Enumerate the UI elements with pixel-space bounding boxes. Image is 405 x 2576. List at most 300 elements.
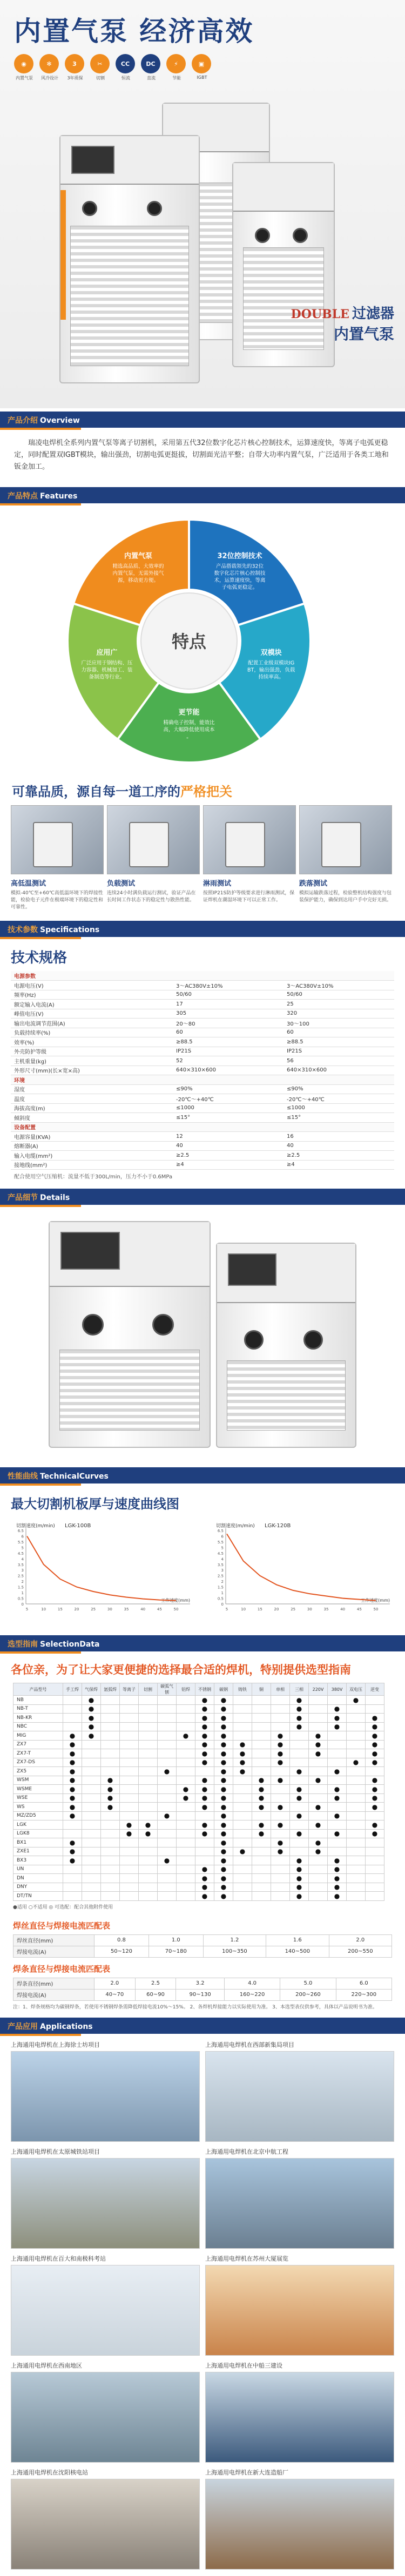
selection-row xyxy=(14,1820,384,1830)
selection-empty xyxy=(82,1785,101,1794)
selection-empty xyxy=(101,1829,120,1838)
feature-icon-label: 内置气泵 xyxy=(16,76,33,80)
spec-row xyxy=(11,981,394,990)
selection-empty xyxy=(158,1749,177,1758)
match-value: 5.0 xyxy=(280,1978,336,1989)
feature-icon-item xyxy=(166,54,187,81)
selection-dot: ● xyxy=(290,1793,309,1803)
selection-dot: ● xyxy=(290,1704,309,1714)
selection-dot: ● xyxy=(63,1847,82,1856)
selection-model: MIG xyxy=(14,1731,63,1741)
selection-header-cell: 不锈钢 xyxy=(195,1683,214,1696)
selection-empty xyxy=(328,1731,347,1741)
selection-empty xyxy=(101,1749,120,1758)
spec-label: 环境 xyxy=(11,1075,173,1085)
selection-empty xyxy=(139,1811,158,1820)
spec-row xyxy=(11,1160,394,1170)
selection-dot: ● xyxy=(290,1714,309,1723)
selection-model: LGK xyxy=(14,1820,63,1830)
selection-row xyxy=(14,1865,384,1874)
selection-empty xyxy=(233,1829,252,1838)
selection-empty xyxy=(328,1776,347,1785)
curve-y-tick: 5.5 xyxy=(217,1540,224,1545)
spec-value-1: IP21S xyxy=(173,1047,284,1056)
selection-dot: ● xyxy=(195,1874,214,1883)
selection-empty xyxy=(290,1776,309,1785)
selection-header-cell: 铝焊 xyxy=(177,1683,195,1696)
selection-empty xyxy=(158,1874,177,1883)
section-overview-cn: 产品介绍 xyxy=(8,416,38,425)
spec-value-2: 60 xyxy=(284,1028,394,1037)
selection-dot: ● xyxy=(139,1829,158,1838)
selection-empty xyxy=(101,1811,120,1820)
selection-empty xyxy=(177,1776,195,1785)
selection-row xyxy=(14,1811,384,1820)
selection-empty xyxy=(139,1740,158,1749)
selection-empty xyxy=(271,1811,290,1820)
selection-empty xyxy=(101,1838,120,1847)
match-value: 90~130 xyxy=(176,1989,225,2000)
selection-empty xyxy=(271,1785,290,1794)
selection-dot: ● xyxy=(328,1722,347,1731)
section-features-header xyxy=(0,487,405,503)
selection-empty xyxy=(271,1883,290,1892)
selection-dot: ● xyxy=(63,1838,82,1847)
selection-header-cell: 铜 xyxy=(252,1683,271,1696)
selection-empty xyxy=(290,1731,309,1741)
selection-empty xyxy=(158,1704,177,1714)
curve-x-tick: 15 xyxy=(257,1607,262,1611)
selection-empty xyxy=(177,1856,195,1865)
selection-empty xyxy=(82,1820,101,1830)
curve-y-tick: 5 xyxy=(21,1546,24,1550)
selection-dot: ● xyxy=(177,1731,195,1741)
spec-row xyxy=(11,1084,394,1094)
hero-banner xyxy=(0,0,405,408)
selection-empty xyxy=(101,1847,120,1856)
selection-dot: ● xyxy=(366,1776,384,1785)
selection-dot: ● xyxy=(214,1722,233,1731)
application-caption: 上海通用电焊机在西南地区 xyxy=(11,2362,82,2369)
selection-dot: ● xyxy=(290,1722,309,1731)
selection-row xyxy=(14,1838,384,1847)
selection-empty xyxy=(347,1838,366,1847)
spec-label: 输出电流调节范围(A) xyxy=(11,1019,173,1028)
selection-empty xyxy=(347,1704,366,1714)
selection-empty xyxy=(158,1803,177,1812)
selection-empty xyxy=(120,1874,139,1883)
selection-table xyxy=(13,1683,384,1901)
selection-empty xyxy=(328,1740,347,1749)
quality-test-photo xyxy=(107,805,200,874)
selection-dot: ● xyxy=(271,1803,290,1812)
curve-y-tick: 6 xyxy=(221,1534,224,1539)
selection-header-cell: 逆变 xyxy=(366,1683,384,1696)
selection-dot: ● xyxy=(366,1820,384,1830)
spec-value-1: 40 xyxy=(173,1141,284,1151)
selection-dot: ● xyxy=(82,1704,101,1714)
selection-row xyxy=(14,1767,384,1776)
selection-empty xyxy=(139,1856,158,1865)
selection-empty xyxy=(233,1838,252,1847)
application-caption: 上海通用电焊机在苏州大厦展览 xyxy=(205,2255,288,2262)
selection-dot: ● xyxy=(366,1785,384,1794)
selection-dot: ● xyxy=(195,1785,214,1794)
selection-empty xyxy=(366,1874,384,1883)
match-label: 焊条直径(mm) xyxy=(14,1978,94,1989)
selection-empty xyxy=(309,1793,328,1803)
spec-row xyxy=(11,1122,394,1132)
selection-empty xyxy=(347,1722,366,1731)
selection-dot: ● xyxy=(214,1820,233,1830)
selection-empty xyxy=(101,1883,120,1892)
selection-dot: ● xyxy=(63,1740,82,1749)
selection-empty xyxy=(63,1829,82,1838)
hero-title: 内置气泵 经济高效 xyxy=(14,16,254,47)
pump-icon: ◉ xyxy=(14,54,33,73)
energy-icon: ⚡ xyxy=(166,54,186,73)
selection-empty xyxy=(177,1892,195,1901)
selection-dot: ● xyxy=(347,1758,366,1767)
feature-desc-line: 产品搭载领先的32位 xyxy=(215,563,264,570)
match-value: 200~550 xyxy=(329,1946,392,1957)
selection-model: WSE xyxy=(14,1793,63,1803)
selection-empty xyxy=(177,1874,195,1883)
selection-empty xyxy=(271,1793,290,1803)
selection-empty xyxy=(271,1892,290,1901)
curve-x-tick: 45 xyxy=(356,1607,362,1611)
application-item xyxy=(205,2147,394,2249)
spec-value-2: 56 xyxy=(284,1056,394,1066)
selection-dot: ● xyxy=(328,1811,347,1820)
feature-desc-line: 。 xyxy=(186,734,192,740)
selection-empty xyxy=(366,1865,384,1874)
selection-empty xyxy=(233,1722,252,1731)
match-row-diameter xyxy=(14,1934,392,1946)
selection-empty xyxy=(233,1785,252,1794)
selection-empty xyxy=(158,1820,177,1830)
match-label: 焊接电流(A) xyxy=(14,1989,94,2000)
selection-empty xyxy=(252,1847,271,1856)
curve-y-tick: 1.5 xyxy=(17,1585,24,1590)
selection-empty xyxy=(233,1696,252,1705)
selection-dot: ● xyxy=(328,1892,347,1901)
spec-value-2 xyxy=(284,971,394,981)
feature-icon-label: 节能 xyxy=(172,76,181,80)
curve-x-label: 工作速度(mm) xyxy=(161,1598,190,1603)
selection-dot: ● xyxy=(271,1820,290,1830)
feature-desc-line: 力容器、机械加工、装 xyxy=(81,667,133,673)
spec-value-2: -20℃～+40℃ xyxy=(284,1094,394,1104)
spec-value-1: 3～AC380V±10% xyxy=(173,981,284,990)
curves-title: 最大切割机板厚与速度曲线图 xyxy=(11,1496,179,1512)
selection-empty xyxy=(120,1714,139,1723)
spec-label: 电源电压(V) xyxy=(11,981,173,990)
selection-dot: ● xyxy=(195,1803,214,1812)
selection-header-cell: 铸铁 xyxy=(233,1683,252,1696)
feature-title: 内置气泵 xyxy=(124,552,152,561)
selection-empty xyxy=(101,1874,120,1883)
selection-empty xyxy=(82,1847,101,1856)
selection-empty xyxy=(347,1874,366,1883)
section-selection-cn: 选型指南 xyxy=(8,1640,38,1649)
spec-value-2: 25 xyxy=(284,1000,394,1009)
match-value: 50~120 xyxy=(94,1946,149,1957)
application-caption: 上海通用电焊机在沈阳核电站 xyxy=(11,2469,88,2476)
selection-empty xyxy=(177,1749,195,1758)
match-value: 1.2 xyxy=(203,1934,266,1946)
rod-current-table xyxy=(13,1978,392,2001)
spec-row xyxy=(11,1103,394,1113)
selection-empty xyxy=(328,1758,347,1767)
spec-label: 主机重量(kg) xyxy=(11,1056,173,1066)
selection-dot: ● xyxy=(158,1811,177,1820)
section-curves-cn: 性能曲线 xyxy=(8,1472,38,1481)
curve-y-tick: 2.5 xyxy=(17,1574,24,1579)
selection-dot: ● xyxy=(290,1883,309,1892)
cc-icon: CC xyxy=(116,54,135,73)
selection-empty xyxy=(347,1714,366,1723)
spec-label: 熔断器(A) xyxy=(11,1141,173,1151)
selection-empty xyxy=(271,1874,290,1883)
curve-y-tick: 0.5 xyxy=(17,1596,24,1601)
curve-y-tick: 6.5 xyxy=(217,1529,224,1533)
selection-dot: ● xyxy=(214,1838,233,1847)
spec-value-1: ≤15° xyxy=(173,1113,284,1123)
application-caption: 上海通用电焊机在上海徐士坊项目 xyxy=(11,2041,100,2048)
match-label: 焊接电流(A) xyxy=(14,1946,94,1957)
curve-x-tick: 20 xyxy=(274,1607,279,1611)
spec-value-2: 320 xyxy=(284,1009,394,1019)
selection-empty xyxy=(120,1731,139,1741)
application-photo xyxy=(205,2372,394,2463)
section-details-header xyxy=(0,1189,405,1205)
selection-empty xyxy=(177,1758,195,1767)
selection-empty xyxy=(347,1883,366,1892)
selection-empty xyxy=(233,1714,252,1723)
selection-dot: ● xyxy=(195,1829,214,1838)
selection-empty xyxy=(195,1811,214,1820)
selection-empty xyxy=(347,1820,366,1830)
selection-row xyxy=(14,1874,384,1883)
selection-dot: ● xyxy=(290,1785,309,1794)
application-caption: 上海通用电焊机在新大连造船厂 xyxy=(205,2469,288,2476)
selection-empty xyxy=(101,1767,120,1776)
selection-empty xyxy=(139,1767,158,1776)
spec-label: 额定输入电流(A) xyxy=(11,1000,173,1009)
selection-empty xyxy=(177,1865,195,1874)
selection-empty xyxy=(120,1740,139,1749)
selection-dot: ● xyxy=(252,1803,271,1812)
features-wheel-svg xyxy=(62,514,316,768)
application-item xyxy=(11,2468,200,2570)
spec-value-1 xyxy=(173,971,284,981)
selection-dot: ● xyxy=(82,1722,101,1731)
selection-empty xyxy=(366,1704,384,1714)
selection-dot: ● xyxy=(195,1892,214,1901)
spec-value-1 xyxy=(173,1122,284,1132)
selection-model: UN xyxy=(14,1865,63,1874)
selection-dot: ● xyxy=(82,1714,101,1723)
selection-empty xyxy=(271,1714,290,1723)
selection-dot: ● xyxy=(252,1785,271,1794)
selection-row xyxy=(14,1740,384,1749)
selection-dot: ● xyxy=(328,1856,347,1865)
selection-empty xyxy=(328,1803,347,1812)
spec-value-1: 50/60 xyxy=(173,990,284,1000)
spec-value-1: -20℃～+40℃ xyxy=(173,1094,284,1104)
selection-dot: ● xyxy=(214,1731,233,1741)
selection-dot: ● xyxy=(214,1865,233,1874)
selection-title: 各位亲，为了让大家更便捷的选择最合适的焊机，特别提供选型指南 xyxy=(11,1663,351,1676)
selection-dot: ● xyxy=(328,1829,347,1838)
curve-y-tick: 3.5 xyxy=(17,1562,24,1567)
curve-x-tick: 10 xyxy=(41,1607,46,1611)
selection-empty xyxy=(309,1722,328,1731)
match-value: 100~350 xyxy=(203,1946,266,1957)
quality-test-photo xyxy=(11,805,104,874)
quality-test-photo xyxy=(299,805,392,874)
selection-empty xyxy=(290,1838,309,1847)
detail-machine-right xyxy=(216,1243,356,1448)
selection-dot: ● xyxy=(82,1696,101,1705)
feature-desc-line: BT，输出强劲，负载 xyxy=(247,667,295,673)
section-specs-en: Specifications xyxy=(40,926,100,934)
selection-dot: ● xyxy=(195,1704,214,1714)
selection-empty xyxy=(177,1767,195,1776)
selection-empty xyxy=(139,1803,158,1812)
selection-empty xyxy=(63,1820,82,1830)
curve-x-tick: 5 xyxy=(25,1607,29,1611)
selection-empty xyxy=(101,1714,120,1723)
selection-dot: ● xyxy=(195,1758,214,1767)
application-photo xyxy=(11,2265,200,2356)
selection-dot: ● xyxy=(101,1803,120,1812)
spec-row xyxy=(11,1019,394,1028)
match-value: 70~180 xyxy=(148,1946,203,1957)
selection-dot: ● xyxy=(63,1776,82,1785)
selection-empty xyxy=(309,1767,328,1776)
quality-tests xyxy=(0,805,405,911)
spec-value-1: ≤90% xyxy=(173,1084,284,1094)
feature-icon-label: IGBT xyxy=(197,75,207,80)
selection-empty xyxy=(101,1865,120,1874)
selection-dot: ● xyxy=(214,1785,233,1794)
selection-empty xyxy=(233,1892,252,1901)
selection-dot: ● xyxy=(120,1820,139,1830)
curve-y-tick: 0 xyxy=(221,1602,224,1607)
selection-model: DNY xyxy=(14,1883,63,1892)
selection-empty xyxy=(158,1838,177,1847)
application-photo xyxy=(11,2158,200,2249)
match-value: 1.0 xyxy=(148,1934,203,1946)
curve-y-tick: 4 xyxy=(21,1557,24,1562)
selection-empty xyxy=(82,1740,101,1749)
selection-empty xyxy=(290,1803,309,1812)
selection-empty xyxy=(120,1865,139,1874)
selection-dot: ● xyxy=(214,1704,233,1714)
curve-y-tick: 1 xyxy=(221,1591,224,1596)
feature-icon-item xyxy=(116,54,136,81)
cutting-icon: ✂ xyxy=(90,54,110,73)
selection-dot: ● xyxy=(214,1803,233,1812)
selection-empty xyxy=(366,1767,384,1776)
selection-empty xyxy=(177,1740,195,1749)
section-selection-header xyxy=(0,1635,405,1651)
selection-empty xyxy=(101,1731,120,1741)
selection-empty xyxy=(177,1704,195,1714)
application-caption: 上海通用电焊机在中船三建设 xyxy=(205,2362,282,2369)
three-year-icon: 3 xyxy=(65,54,84,73)
selection-dot: ● xyxy=(214,1829,233,1838)
selection-empty xyxy=(271,1865,290,1874)
application-photo xyxy=(11,2479,200,2570)
spec-value-2 xyxy=(284,1075,394,1085)
spec-value-1: 20～80 xyxy=(173,1019,284,1028)
section-applications-cn: 产品应用 xyxy=(8,2022,38,2031)
selection-empty xyxy=(139,1874,158,1883)
selection-dot: ● xyxy=(233,1847,252,1856)
selection-empty xyxy=(63,1704,82,1714)
selection-dot: ● xyxy=(214,1793,233,1803)
selection-model: DT/TN xyxy=(14,1892,63,1901)
curve-x-tick: 25 xyxy=(291,1607,296,1611)
curve-x-tick: 45 xyxy=(157,1607,162,1611)
selection-empty xyxy=(139,1883,158,1892)
spec-row xyxy=(11,1094,394,1104)
selection-empty xyxy=(347,1767,366,1776)
feature-icon-label: 恒流 xyxy=(122,76,130,80)
specs-title: 技术规格 xyxy=(11,950,68,966)
selection-row xyxy=(14,1704,384,1714)
selection-dot: ● xyxy=(290,1829,309,1838)
selection-header-cell: 切割 xyxy=(139,1683,158,1696)
spec-row xyxy=(11,1113,394,1123)
selection-empty xyxy=(271,1696,290,1705)
selection-empty xyxy=(271,1722,290,1731)
selection-empty xyxy=(252,1856,271,1865)
selection-dot: ● xyxy=(252,1776,271,1785)
selection-empty xyxy=(120,1847,139,1856)
selection-empty xyxy=(82,1793,101,1803)
selection-dot: ● xyxy=(271,1740,290,1749)
selection-empty xyxy=(309,1811,328,1820)
selection-empty xyxy=(139,1776,158,1785)
selection-empty xyxy=(101,1758,120,1767)
caption-pump: 内置气泵 xyxy=(333,325,394,343)
selection-model: WSME xyxy=(14,1785,63,1794)
selection-model: NBC xyxy=(14,1722,63,1731)
section-specs-header xyxy=(0,921,405,937)
selection-dot: ● xyxy=(63,1767,82,1776)
quality-title-b: 严格把关 xyxy=(180,784,232,799)
selection-dot: ● xyxy=(328,1767,347,1776)
selection-dot: ● xyxy=(309,1731,328,1741)
selection-model: NB-KR xyxy=(14,1714,63,1723)
selection-empty xyxy=(195,1838,214,1847)
selection-empty xyxy=(290,1758,309,1767)
application-item xyxy=(205,2468,394,2570)
selection-empty xyxy=(158,1731,177,1741)
selection-row xyxy=(14,1731,384,1741)
spec-value-2: ≥4 xyxy=(284,1160,394,1170)
selection-empty xyxy=(177,1696,195,1705)
selection-dot: ● xyxy=(366,1829,384,1838)
selection-empty xyxy=(347,1731,366,1741)
selection-empty xyxy=(139,1714,158,1723)
spec-value-1: 17 xyxy=(173,1000,284,1009)
curve-y-tick: 2 xyxy=(21,1580,24,1584)
